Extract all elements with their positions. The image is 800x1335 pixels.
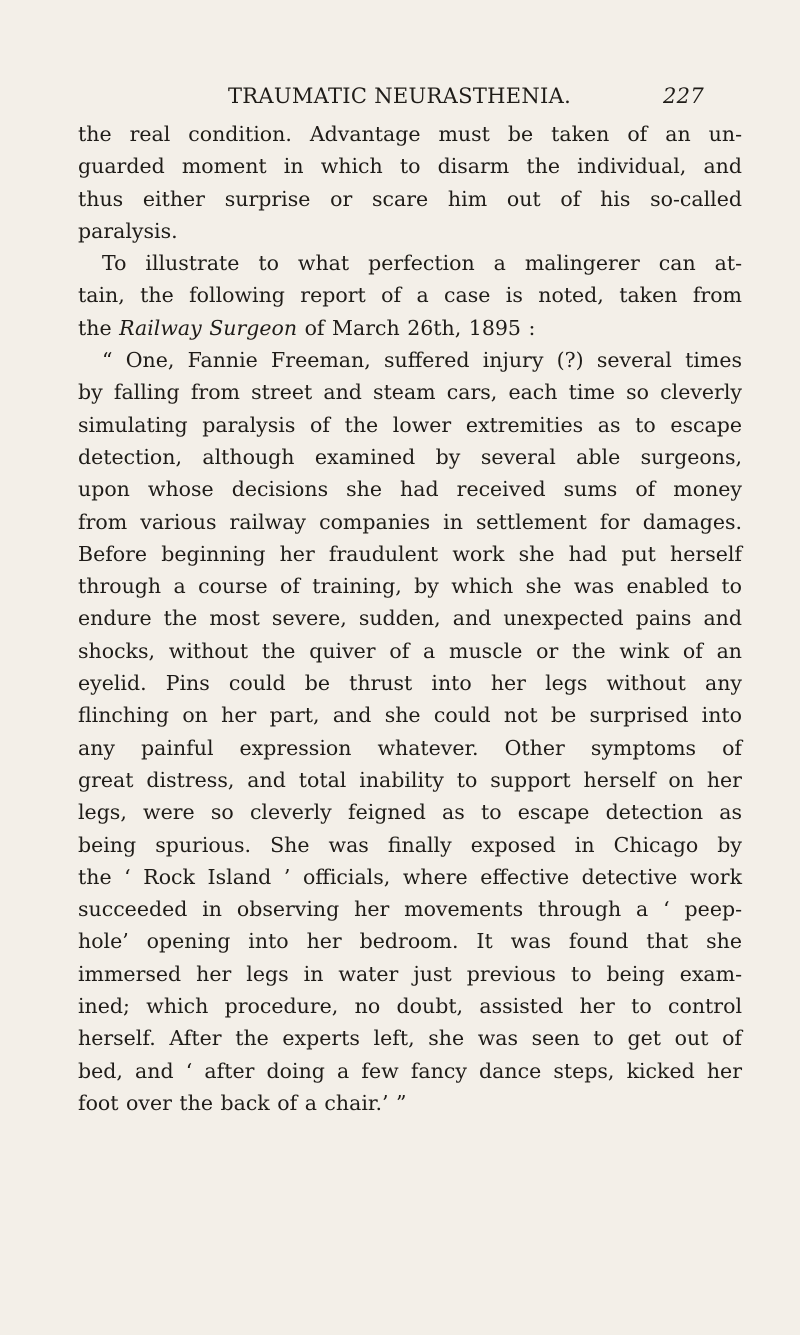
text-line: legs, were so cleverly feigned as to escape detection as xyxy=(78,800,742,825)
text-line: endure the most severe, sudden, and unexpected pains and xyxy=(78,606,742,631)
text-line: bed, and ‘ after doing a few fancy dance steps, kicked her xyxy=(78,1058,742,1083)
text-line: the real condition. Advantage must be taken of an un- xyxy=(78,122,742,146)
text-line: thus either surprise or scare him out of his so-called xyxy=(78,186,742,211)
text-line: To illustrate to what perfection a malingerer can at- xyxy=(102,251,742,276)
text-line-with-citation xyxy=(78,312,742,344)
text-line: Before beginning her fraudulent work she had put herself xyxy=(78,541,742,566)
text-line: immersed her legs in water just previous to being exam- xyxy=(78,961,742,986)
text-line: tain, the following report of a case is noted, taken from xyxy=(78,283,742,308)
text-segment: the xyxy=(78,315,120,340)
text-line: being spurious. She was finally exposed in Chicago by xyxy=(78,832,742,857)
text-line: paralysis. xyxy=(78,218,178,243)
text-line: simulating paralysis of the lower extremities as to escape xyxy=(78,412,742,437)
text-line: great distress, and total inability to support herself on her xyxy=(78,767,742,792)
text-line: succeeded in observing her movements through a ‘ peep- xyxy=(78,897,742,922)
running-head xyxy=(228,84,778,114)
body-text xyxy=(78,118,742,1119)
text-line: “ One, Fannie Freeman, suffered injury (?) several times xyxy=(102,348,742,373)
text-line: herself. After the experts left, she was seen to get out of xyxy=(78,1026,742,1051)
text-line: hole’ opening into her bedroom. It was found that she xyxy=(78,929,742,954)
text-line: from various railway companies in settlement for damages. xyxy=(78,509,742,534)
text-line: by falling from street and steam cars, each time so cleverly xyxy=(78,380,742,405)
page-number: 227 xyxy=(663,84,704,108)
text-line: through a course of training, by which she was enabled to xyxy=(78,574,742,599)
text-line: the ‘ Rock Island ’ officials, where effective detective work xyxy=(78,864,742,889)
text-line: any painful expression whatever. Other symptoms of xyxy=(78,735,742,760)
text-line: guarded moment in which to disarm the individual, and xyxy=(78,154,742,179)
text-line: upon whose decisions she had received sums of money xyxy=(78,477,742,502)
text-line: eyelid. Pins could be thrust into her legs without any xyxy=(78,671,742,696)
text-line: foot over the back of a chair.’ ” xyxy=(78,1090,407,1115)
running-head-title: TRAUMATIC NEURASTHENIA. xyxy=(228,84,572,108)
text-line: ined; which procedure, no doubt, assisted her to control xyxy=(78,994,742,1019)
text-line: shocks, without the quiver of a muscle or the wink of an xyxy=(78,638,742,663)
text-line: flinching on her part, and she could not be surprised into xyxy=(78,703,742,728)
text-segment: of March 26th, 1895 : xyxy=(297,315,536,340)
journal-title: Railway Surgeon xyxy=(119,315,298,340)
text-line: detection, although examined by several able surgeons, xyxy=(78,444,742,469)
